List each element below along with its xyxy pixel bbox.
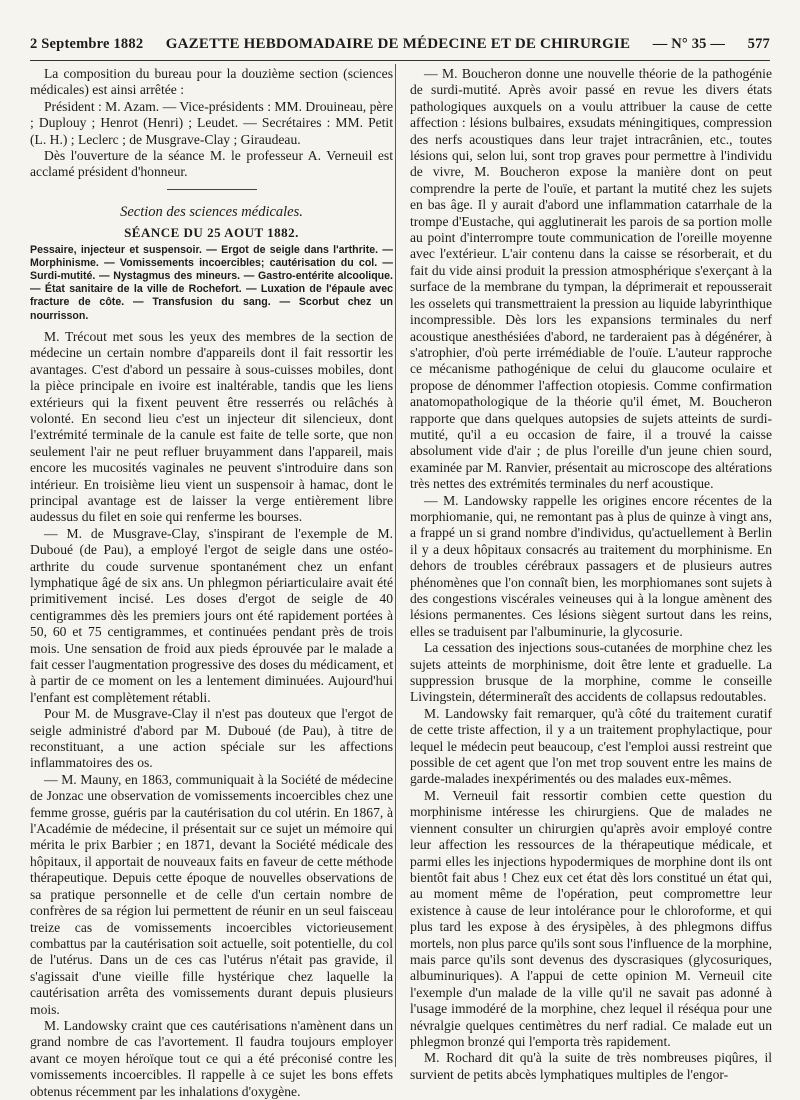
header-rule — [30, 60, 770, 61]
paragraph-musgrave-clay: — M. de Musgrave-Clay, s'inspirant de l'exemple de M. Duboué (de Pau), a employé l'ergot de seigle dans une ostéo-arthrite du coude survenue spontanément chez un enfant lymphatique âgé de six ans. Un phlegmon périarticulaire avait été primitivement incisé. Les doses d'ergot de seigle de 40 centigrammes dès les premiers jours ont été rapidement portées à 50, 60 et 75 centigrammes, et continuées pendant près de trois mois. Une sensation de froid aux pieds éprouvée par le malade a fait cesser l'augmentation progressive des doses du médicament, et à partir de ce moment on les a lentement diminuées. Aujourd'hui l'enfant est complètement rétabli. — [30, 525, 393, 705]
bureau-intro: La composition du bureau pour la douzième section (sciences médicales) est ainsi arrêtée : — [30, 66, 393, 98]
running-header — [30, 36, 770, 53]
left-column — [30, 66, 393, 1100]
paragraph-rochard: M. Rochard dit qu'à la suite de très nombreuses piqûres, il survient de petits abcès lymphatiques multiples de l'engor- — [410, 1050, 772, 1082]
page-number: 577 — [747, 36, 770, 52]
paragraph-cessation: La cessation des injections sous-cutanées de morphine chez les sujets atteints de morphinisme, doit être lente et graduelle. La suppression brusque de la morphine, comme le conseille Livingstein, détermineraît des accidents de collapsus redoutables. — [410, 640, 772, 705]
bureau-members: Président : M. Azam. — Vice-présidents : MM. Drouineau, père ; Duplouy ; Henrot (Henri) ; Leudet. — Secrétaires : MM. Petit (L. H.) ; Leclerc ; de Musgrave-Clay ; Giraudeau. — [30, 98, 393, 147]
column-divider — [395, 64, 396, 1067]
section-title: Section des sciences médicales. — [120, 203, 303, 220]
paragraph-landowsky: M. Landowsky craint que ces cautérisations n'amènent dans un grand nombre de cas l'avortement. Il faudra toujours employer avant ce moyen héroïque tout ce qui a été préconisé contre les vomissements incoercibles. Il rappelle à ce sujet les bons effets obtenus récemment par les inhalations d'oxygène. — [30, 1017, 393, 1099]
paragraph-landowsky-prophylaxis: M. Landowsky fait remarquer, qu'à côté du traitement curatif de cette triste affection, il y a un traitement prophylactique, pour lequel le médecin peut beaucoup, c'est l'emploi aussi restreint que possible de cet agent que l'on met trop souvent entre les mains de garde-malades inexpérimentés ou des malades eux-mêmes. — [410, 705, 772, 787]
journal-title: GAZETTE HEBDOMADAIRE DE MÉDECINE ET DE CHIRURGIE — [165, 36, 631, 52]
paragraph-landowsky-morphiomanie: — M. Landowsky rappelle les origines encore récentes de la morphiomanie, qui, ne remontant pas à plus de quinze à vingt ans, a frappé un si grand nombre d'individus, qu'actuellement à Berlin il y a deux hôpitaux consacrés au traitement du morphinisme. En dehors de troubles cérébraux passagers et de plusieurs autres phénomènes que l'on connaît bien, les morphiomanes sont sujets à des congestions viscérales veineuses qui à la longue amènent des lésions permanentes. Ces lésions siègent surtout dans les reins, elles se traduisent par l'albuminurie, la glycosurie. — [410, 492, 772, 639]
right-column — [410, 66, 772, 1083]
seance-date: SÉANCE DU 25 AOUT 1882. — [124, 225, 299, 241]
paragraph-musgrave-clay-2: Pour M. de Musgrave-Clay il n'est pas douteux que l'ergot de seigle administré d'abord par M. Duboué (de Pau), à titre de reconstituant, a une action spéciale sur les affections inflammatoires des os. — [30, 706, 393, 771]
session-summary: Pessaire, injecteur et suspensoir. — Ergot de seigle dans l'arthrite. — Morphinisme. — Vomissements incoercibles; cautérisation du col. — Surdi-mutité. — Nystagmus des mineurs. — Gastro-entérite alcoolique. — État sanitaire de la ville de Rochefort. — Luxation de l'épaule avec fracture de côte. — Transfusion du sang. — Scorbut chez un nourrisson. — [30, 243, 393, 322]
header-date: 2 Septembre 1882 — [30, 36, 144, 52]
section-separator — [167, 189, 257, 190]
honorary-president: Dès l'ouverture de la séance M. le professeur A. Verneuil est acclamé président d'honneur. — [30, 148, 393, 180]
issue-number: — N° 35 — — [652, 36, 726, 52]
paragraph-mauny: — M. Mauny, en 1863, communiquait à la Société de médecine de Jonzac une observation de vomissements incoercibles chez une femme grosse, guéris par la cautérisation du col utérin. En 1867, à l'Académie de médecine, il présentait sur ce sujet un mémoire qui mérita le prix Barbier ; en 1871, devant la Société médicale des hôpitaux, il apportait de nouveaux faits en faveur de cette méthode thérapeutique. Depuis cette époque de nouvelles observations de sa pratique personnelle et de celle d'un certain nombre de confrères de sa région lui permettent de réunir en un seul faisceau treize cas de vomissements incoercibles victorieusement combattus par la cautérisation soit actuelle, soit potentielle, du col de l'utérus. Dans un de ces cas l'utérus n'était pas gravide, il s'agissait d'une vieille fille hystérique chez laquelle la cautérisation arrêta des vomissements durant depuis plusieurs mois. — [30, 771, 393, 1017]
paragraph-boucheron: — M. Boucheron donne une nouvelle théorie de la pathogénie de surdi-mutité. Après avoir passé en revue les divers états pathologiques auxquels on a voulu attribuer la cause de cette affection : lésions bulbaires, exsudats méningitiques, compression des nerfs acoustiques dans leur trajet intracrânien, etc., toutes lésions qui, selon lui, sont trop graves pour permettre à l'individu de vivre, M. Boucheron expose la manière dont on peut comprendre la perte de l'ouïe, et partant la mutité chez les sujets en bas âge. Il y aurait d'abord une inflammation catarrhale de la trompe d'Eustache, qui agglutinerait les parois de sa portion molle au point d'interrompre toute communication de l'oreille moyenne avec l'extérieur. L'air contenu dans la caisse se résorberait, et du fait du vide ainsi produit la pression atmosphérique s'exerçant à la surface de la membrane du tympan, la déprimerait et repousserait les osselets qui transmettraient la pression au liquide labyrinthique incompressible. Dès lors les expansions terminales du nerf acoustique anesthésiées d'abord, ne tarderaient pas à dégénérer, à s'atrophier, d'où perte irrémédiable de l'ouïe. L'auteur rapproche ce mécanisme pathogénique de celui du glaucome oculaire et propose de dénommer l'affection otopiesis. Comme confirmation anatomopathologique de la théorie qu'il émet, M. Boucheron rapporte que dans quelques autopsies de sujets atteints de surdi-mutité, qu'il a eu occasion de faire, il a trouvé la caisse absolument vide d'air ; de plus l'oreille d'un jeune chien sourd, examinée par M. Ranvier, présentait au microscope des altérations très nettes des extrémités terminales du nerf acoustique. — [410, 66, 772, 492]
paragraph-trecout: M. Trécout met sous les yeux des membres de la section de médecine un certain nombre d'appareils dont il fait ressortir les avantages. C'est d'abord un pessaire à sous-cuisses mobiles, dont la pièce principale en ivoire est inaltérable, tandis que les liens extérieurs qui la fixent peuvent être resserrés ou relâchés à volonté. En second lieu c'est un injecteur dit silencieux, dont l'extrémité terminale de la canule est faite de telle sorte, que non seulement l'air ne peut refluer bruyamment dans l'appareil, mais encore les mucosités vaginales ne peuvent s'introduire dans son intérieur. En troisième lieu vient un suspensoir à hamac, dont le principal avantage est de laisser la verge entièrement libre audessus du filet en soie qui renferme les bourses. — [30, 328, 393, 525]
paragraph-verneuil: M. Verneuil fait ressortir combien cette question du morphinisme intéresse les chirurgiens. Que de malades ne viennent consulter un chirurgien qu'après avoir employé contre leur affection les ressources de la thérapeutique médicale, et parmi elles les injections hypodermiques de morphine dont ils ont bientôt fait abus ! Chez eux cet état dès lors constitué un état qui, au moment même de l'opération, peut compromettre leur existence à cause de leur intolérance pour le chloroforme, et qui plus tard les expose à des érysipèles, à des phlegmons diffus mortels, non plus parce qu'ils sont sous l'influence de la morphine, mais parce qu'ils sont devenus des dyscrasiques (glycosuriques, albuminuriques). A l'appui de cette opinion M. Verneuil cite l'exemple d'un malade de la ville qu'il ne savait pas adonné à l'usage immodéré de la morphine, chez lequel il réséqua pour une névralgie quelques centimètres du nerf radial. Ce malade eut un phlegmon bronzé qui l'emporta très rapidement. — [410, 787, 772, 1049]
